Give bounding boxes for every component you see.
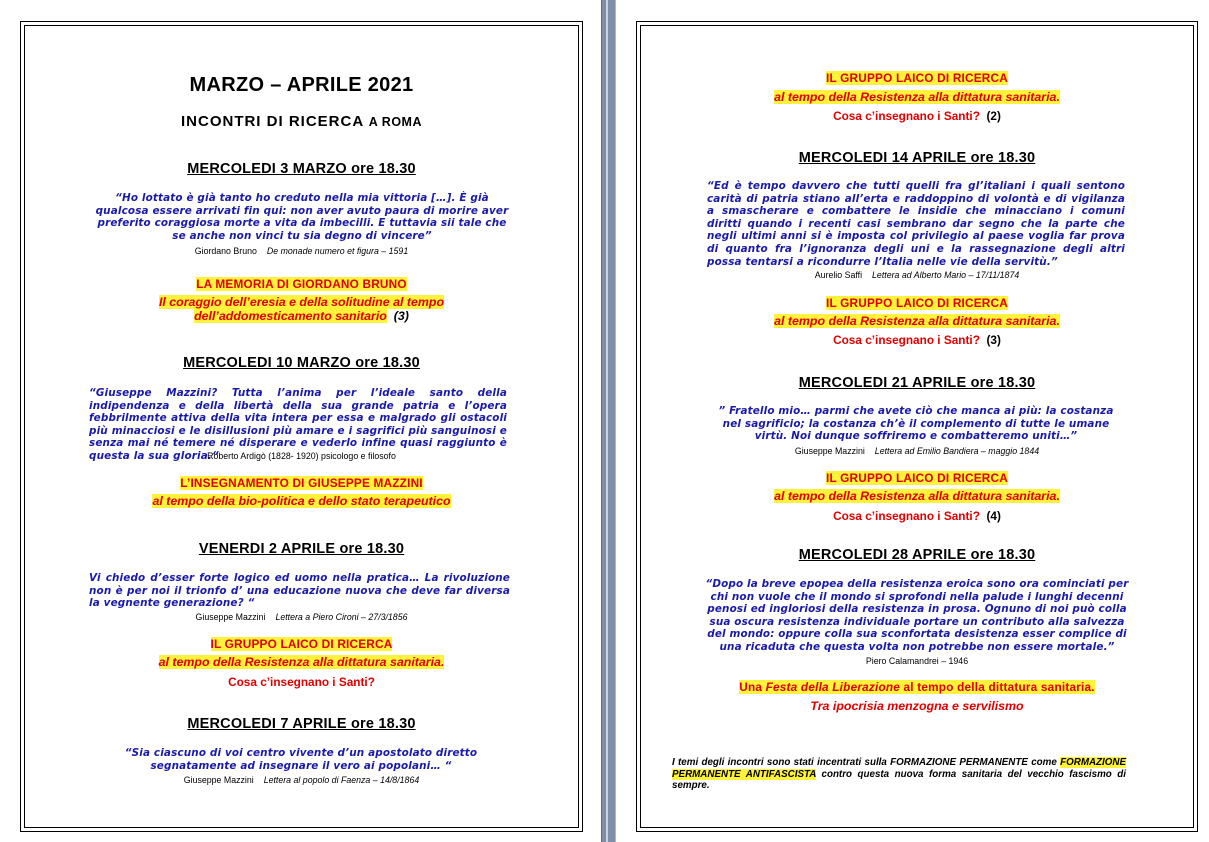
event-theme: L’INSEGNAMENTO DI GIUSEPPE MAZZINI <box>180 476 423 490</box>
subtitle-location: A ROMA <box>368 115 422 129</box>
event-subtitle-2: dell’addomesticamento sanitario (3) <box>194 309 409 323</box>
quote-author: Roberto Ardigò (1828- 1920) psicologo e filosofo <box>207 451 396 461</box>
event-theme: IL GRUPPO LAICO DI RICERCA <box>210 637 393 651</box>
event-date: MERCOLEDI 28 APRILE ore 18.30 <box>798 547 1036 563</box>
event-theme: LA MEMORIA DI GIORDANO BRUNO <box>196 277 407 291</box>
event-quote: “Sia ciascuno di voi centro vivente d’un apostolato diretto segnatamente ad insegnare il vero ai popolani… “ <box>124 747 478 772</box>
page-gutter <box>601 0 616 842</box>
event-citation <box>21 775 582 785</box>
event-question: Cosa c’insegnano i Santi? <box>228 675 375 689</box>
event-citation <box>21 246 582 256</box>
event-quote: “Ed è tempo davvero che tutti quelli fra gl’italiani i quali sentono carità di patria stiano all’erta e raddoppino di volontà e di vigilanza a smascherare e combattere le insidie che minacciano i comuni diritti quando i recenti casi sembrano dar segno che la parte che negli ultimi anni si è imposta col privilegio al paese voglia far prova di quanto fra l’ignoranza degli uni e la rassegnazione degli altri possa tentarsi a ricondurre l’Italia nelle vie della servitù.” <box>707 180 1125 268</box>
footer-highlight: FORMAZIONE PERMANENTE ANTIFASCISTA <box>672 757 1126 780</box>
quote-author: Giuseppe Mazzini <box>195 612 266 622</box>
event-quote: ” Fratello mio… parmi che avete ciò che manca ai più: la costanza nel sagrificio; la costanza ch’è il complemento di tutte le umane virtù. Noi dunque soffriremo e combatteremo uniti…” <box>718 405 1114 443</box>
event-date: MERCOLEDI 7 APRILE ore 18.30 <box>187 716 416 732</box>
event-date: MERCOLEDI 10 MARZO ore 18.30 <box>183 355 420 371</box>
event-subtitle: al tempo della Resistenza alla dittatura sanitaria. <box>774 489 1060 503</box>
quote-author: Giuseppe Mazzini <box>794 446 865 456</box>
event-question: Cosa c’insegnano i Santi? (2) <box>833 109 1001 123</box>
document-page-right <box>636 21 1198 832</box>
document-footer <box>672 757 1126 792</box>
event-citation <box>637 446 1197 456</box>
event-number: (3) <box>986 333 1001 347</box>
quote-work: De monade numero et figura – 1591 <box>266 246 409 256</box>
event-number: (2) <box>986 109 1001 123</box>
quote-work: Lettera ad Alberto Mario – 17/11/1874 <box>872 270 1020 280</box>
page-title: MARZO – APRILE 2021 <box>189 74 414 96</box>
quote-author: Aurelio Saffi <box>814 270 863 280</box>
event-citation <box>21 451 582 461</box>
event-subtitle: al tempo della bio-politica e dello stato terapeutico <box>152 494 451 508</box>
event-question: Cosa c’insegnano i Santi? (4) <box>833 509 1001 523</box>
event-subtitle: al tempo della Resistenza alla dittatura sanitaria. <box>158 655 445 669</box>
subtitle-main: INCONTRI DI RICERCA <box>180 113 364 130</box>
event-date: MERCOLEDI 21 APRILE ore 18.30 <box>798 375 1036 391</box>
quote-work: Lettera al popolo di Faenza – 14/8/1864 <box>263 775 420 785</box>
event-subtitle: al tempo della Resistenza alla dittatura sanitaria. <box>774 90 1060 104</box>
event-quote: “Giuseppe Mazzini? Tutta l’anima per l’ideale santo della indipendenza e della libertà della sua grande patria e l’opera febbrilmente attiva della vita intera per essa e malgrado gli ostacoli più minacciosi e le disillusioni più amare e i sagrifici più sanguinosi e senza mai né temere né disperare e vederlo infine quasi raggiunto è questa la sua gloria.“ <box>89 387 507 462</box>
event-citation <box>637 270 1197 280</box>
event-date: MERCOLEDI 14 APRILE ore 18.30 <box>798 150 1036 166</box>
event-quote: “Ho lottato è già tanto ho creduto nella mia vittoria […]. È già qualcosa essere arrivati fin qui: non aver avuto paura di morire aver preferito coraggiosa morte a vita da imbecilli. E tuttavia sii tale che se anche non vinci tu sia degno di vincere” <box>95 192 509 242</box>
event-date: MERCOLEDI 3 MARZO ore 18.30 <box>187 161 416 177</box>
document-page-left <box>20 21 583 832</box>
event-date: VENERDI 2 APRILE ore 18.30 <box>198 541 405 557</box>
event-quote: “Dopo la breve epopea della resistenza eroica sono ora cominciati per chi non vuole che il mondo si sprofondi nella palude i lunghi decenni penosi ed ingloriosi della resistenza in prosa. Ognuno di noi può colla sua oscura resistenza individuale portare un contributo alla salvezza del mondo: oppure colla sua sconfortata desistenza esser complice di una ricaduta che questa volta non potrebbe non essere mortale.” <box>705 578 1129 653</box>
event-subtitle: al tempo della Resistenza alla dittatura sanitaria. <box>774 314 1060 328</box>
footer-text-2: contro questa nuova forma sanitaria del vecchio fascismo di sempre. <box>672 768 1127 791</box>
event-quote: Vi chiedo d’esser forte logico ed uomo nella pratica… La rivoluzione non è per noi il trionfo d’ una educazione nuova che deve far diversa la vegnente generazione? “ <box>89 572 510 610</box>
event-subtitle: Il coraggio dell’eresia e della solitudine al tempo <box>158 295 445 309</box>
event-theme: IL GRUPPO LAICO DI RICERCA <box>826 296 1008 310</box>
event-number: (4) <box>986 509 1001 523</box>
quote-work: Lettera ad Emilio Bandiera – maggio 1844 <box>874 446 1040 456</box>
quote-author: Piero Calamandrei – 1946 <box>865 656 969 666</box>
footer-text: I temi degli incontri sono stati incentrati sulla FORMAZIONE PERMANENTE come <box>672 757 1057 768</box>
page-subtitle <box>21 113 582 130</box>
event-question: Cosa c’insegnano i Santi? (3) <box>833 333 1001 347</box>
quote-author: Giordano Bruno <box>194 246 257 256</box>
event-theme: IL GRUPPO LAICO DI RICERCA <box>826 471 1008 485</box>
event-theme: IL GRUPPO LAICO DI RICERCA <box>826 71 1008 85</box>
quote-author: Giuseppe Mazzini <box>183 775 254 785</box>
event-number: (3) <box>393 309 409 323</box>
gutter-divider <box>606 0 608 842</box>
event-citation <box>21 612 582 622</box>
event-citation <box>637 656 1197 666</box>
quote-work: Lettera a Piero Cironi – 27/3/1856 <box>275 612 408 622</box>
event-theme: Una Festa della Liberazione al tempo della dittatura sanitaria. <box>739 680 1095 694</box>
event-subtitle: Tra ipocrisia menzogna e servilismo <box>810 699 1024 713</box>
